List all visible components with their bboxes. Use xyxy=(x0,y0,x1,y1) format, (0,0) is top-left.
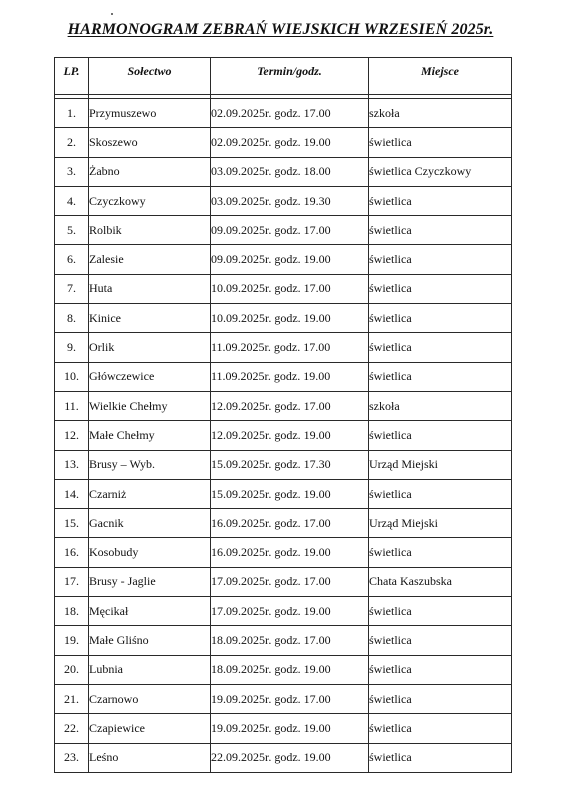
cell-termin: 15.09.2025r. godz. 19.00 xyxy=(211,479,369,508)
cell-solectwo: Leśno xyxy=(89,743,211,772)
table-row xyxy=(55,626,512,655)
table-header xyxy=(55,58,512,99)
table-row xyxy=(55,333,512,362)
cell-lp: 18. xyxy=(55,597,89,626)
cell-miejsce: świetlica xyxy=(369,304,512,333)
cell-termin: 09.09.2025r. godz. 17.00 xyxy=(211,216,369,245)
cell-lp: 12. xyxy=(55,421,89,450)
cell-miejsce: świetlica xyxy=(369,684,512,713)
header-miejsce: Miejsce xyxy=(369,58,512,95)
table-row xyxy=(55,304,512,333)
cell-miejsce: świetlica xyxy=(369,186,512,215)
cell-miejsce: świetlica xyxy=(369,479,512,508)
cell-termin: 02.09.2025r. godz. 19.00 xyxy=(211,128,369,157)
table-row xyxy=(55,99,512,128)
cell-solectwo: Kosobudy xyxy=(89,538,211,567)
cell-solectwo: Czarniż xyxy=(89,479,211,508)
cell-termin: 19.09.2025r. godz. 17.00 xyxy=(211,684,369,713)
cell-solectwo: Główczewice xyxy=(89,362,211,391)
cell-miejsce: szkoła xyxy=(369,99,512,128)
header-termin: Termin/godz. xyxy=(211,58,369,95)
cell-solectwo: Małe Gliśno xyxy=(89,626,211,655)
header-lp: LP. xyxy=(55,58,89,95)
cell-solectwo: Żabno xyxy=(89,157,211,186)
cell-solectwo: Czapiewice xyxy=(89,714,211,743)
cell-termin: 17.09.2025r. godz. 17.00 xyxy=(211,567,369,596)
table-row xyxy=(55,391,512,420)
table-row xyxy=(55,538,512,567)
table-row xyxy=(55,157,512,186)
table-row xyxy=(55,655,512,684)
cell-lp: 16. xyxy=(55,538,89,567)
cell-solectwo: Czyczkowy xyxy=(89,186,211,215)
cell-termin: 10.09.2025r. godz. 19.00 xyxy=(211,304,369,333)
table-row xyxy=(55,743,512,772)
table-row xyxy=(55,216,512,245)
header-row xyxy=(55,58,512,95)
cell-solectwo: Huta xyxy=(89,274,211,303)
cell-miejsce: świetlica xyxy=(369,421,512,450)
cell-lp: 7. xyxy=(55,274,89,303)
cell-lp: 6. xyxy=(55,245,89,274)
schedule-table xyxy=(54,57,512,773)
cell-lp: 15. xyxy=(55,509,89,538)
table-row xyxy=(55,714,512,743)
cell-lp: 17. xyxy=(55,567,89,596)
cell-miejsce: świetlica xyxy=(369,655,512,684)
cell-lp: 1. xyxy=(55,99,89,128)
cell-miejsce: świetlica xyxy=(369,362,512,391)
cell-lp: 13. xyxy=(55,450,89,479)
cell-miejsce: Urząd Miejski xyxy=(369,450,512,479)
cell-termin: 16.09.2025r. godz. 19.00 xyxy=(211,538,369,567)
cell-solectwo: Skoszewo xyxy=(89,128,211,157)
cell-termin: 03.09.2025r. godz. 19.30 xyxy=(211,186,369,215)
cell-termin: 11.09.2025r. godz. 17.00 xyxy=(211,333,369,362)
cell-lp: 14. xyxy=(55,479,89,508)
cell-lp: 2. xyxy=(55,128,89,157)
cell-solectwo: Małe Chełmy xyxy=(89,421,211,450)
cell-termin: 18.09.2025r. godz. 19.00 xyxy=(211,655,369,684)
cell-termin: 15.09.2025r. godz. 17.30 xyxy=(211,450,369,479)
cell-solectwo: Brusy - Jaglie xyxy=(89,567,211,596)
table-row xyxy=(55,274,512,303)
cell-miejsce: świetlica xyxy=(369,626,512,655)
cell-termin: 03.09.2025r. godz. 18.00 xyxy=(211,157,369,186)
cell-solectwo: Czarnowo xyxy=(89,684,211,713)
cell-solectwo: Kinice xyxy=(89,304,211,333)
cell-termin: 02.09.2025r. godz. 17.00 xyxy=(211,99,369,128)
cell-termin: 16.09.2025r. godz. 17.00 xyxy=(211,509,369,538)
cell-lp: 10. xyxy=(55,362,89,391)
table-row xyxy=(55,421,512,450)
cell-termin: 12.09.2025r. godz. 17.00 xyxy=(211,391,369,420)
table-body xyxy=(55,99,512,773)
cell-lp: 23. xyxy=(55,743,89,772)
cell-termin: 22.09.2025r. godz. 19.00 xyxy=(211,743,369,772)
cell-termin: 09.09.2025r. godz. 19.00 xyxy=(211,245,369,274)
cell-solectwo: Męcikał xyxy=(89,597,211,626)
cell-lp: 11. xyxy=(55,391,89,420)
table-row xyxy=(55,186,512,215)
table-row xyxy=(55,245,512,274)
cell-lp: 9. xyxy=(55,333,89,362)
table-row xyxy=(55,362,512,391)
cell-lp: 21. xyxy=(55,684,89,713)
table-row xyxy=(55,450,512,479)
cell-miejsce: Chata Kaszubska xyxy=(369,567,512,596)
cell-solectwo: Orlik xyxy=(89,333,211,362)
cell-miejsce: szkoła xyxy=(369,391,512,420)
cell-termin: 12.09.2025r. godz. 19.00 xyxy=(211,421,369,450)
cell-lp: 20. xyxy=(55,655,89,684)
cell-solectwo: Zalesie xyxy=(89,245,211,274)
cell-solectwo: Wielkie Chełmy xyxy=(89,391,211,420)
cell-solectwo: Przymuszewo xyxy=(89,99,211,128)
cell-termin: 11.09.2025r. godz. 19.00 xyxy=(211,362,369,391)
cell-lp: 8. xyxy=(55,304,89,333)
cell-miejsce: świetlica xyxy=(369,333,512,362)
table-row xyxy=(55,684,512,713)
cell-lp: 22. xyxy=(55,714,89,743)
cell-termin: 18.09.2025r. godz. 17.00 xyxy=(211,626,369,655)
cell-termin: 17.09.2025r. godz. 19.00 xyxy=(211,597,369,626)
table-row xyxy=(55,479,512,508)
cell-lp: 19. xyxy=(55,626,89,655)
page-title: HARMONOGRAM ZEBRAŃ WIEJSKICH WRZESIEŃ 2025r. xyxy=(67,21,494,38)
table-row xyxy=(55,567,512,596)
cell-miejsce: świetlica xyxy=(369,245,512,274)
cell-miejsce: świetlica xyxy=(369,714,512,743)
cell-solectwo: Lubnia xyxy=(89,655,211,684)
cell-termin: 19.09.2025r. godz. 19.00 xyxy=(211,714,369,743)
cell-miejsce: świetlica xyxy=(369,538,512,567)
cell-miejsce: świetlica xyxy=(369,216,512,245)
header-solectwo: Sołectwo xyxy=(89,58,211,95)
cell-miejsce: Urząd Miejski xyxy=(369,509,512,538)
cell-miejsce: świetlica xyxy=(369,597,512,626)
cell-lp: 5. xyxy=(55,216,89,245)
table-row xyxy=(55,128,512,157)
scan-speck xyxy=(111,13,113,15)
cell-termin: 10.09.2025r. godz. 17.00 xyxy=(211,274,369,303)
table-row xyxy=(55,597,512,626)
cell-lp: 4. xyxy=(55,186,89,215)
cell-miejsce: świetlica Czyczkowy xyxy=(369,157,512,186)
cell-solectwo: Brusy – Wyb. xyxy=(89,450,211,479)
cell-lp: 3. xyxy=(55,157,89,186)
table-row xyxy=(55,509,512,538)
cell-solectwo: Rolbik xyxy=(89,216,211,245)
cell-solectwo: Gacnik xyxy=(89,509,211,538)
cell-miejsce: świetlica xyxy=(369,274,512,303)
cell-miejsce: świetlica xyxy=(369,743,512,772)
cell-miejsce: świetlica xyxy=(369,128,512,157)
